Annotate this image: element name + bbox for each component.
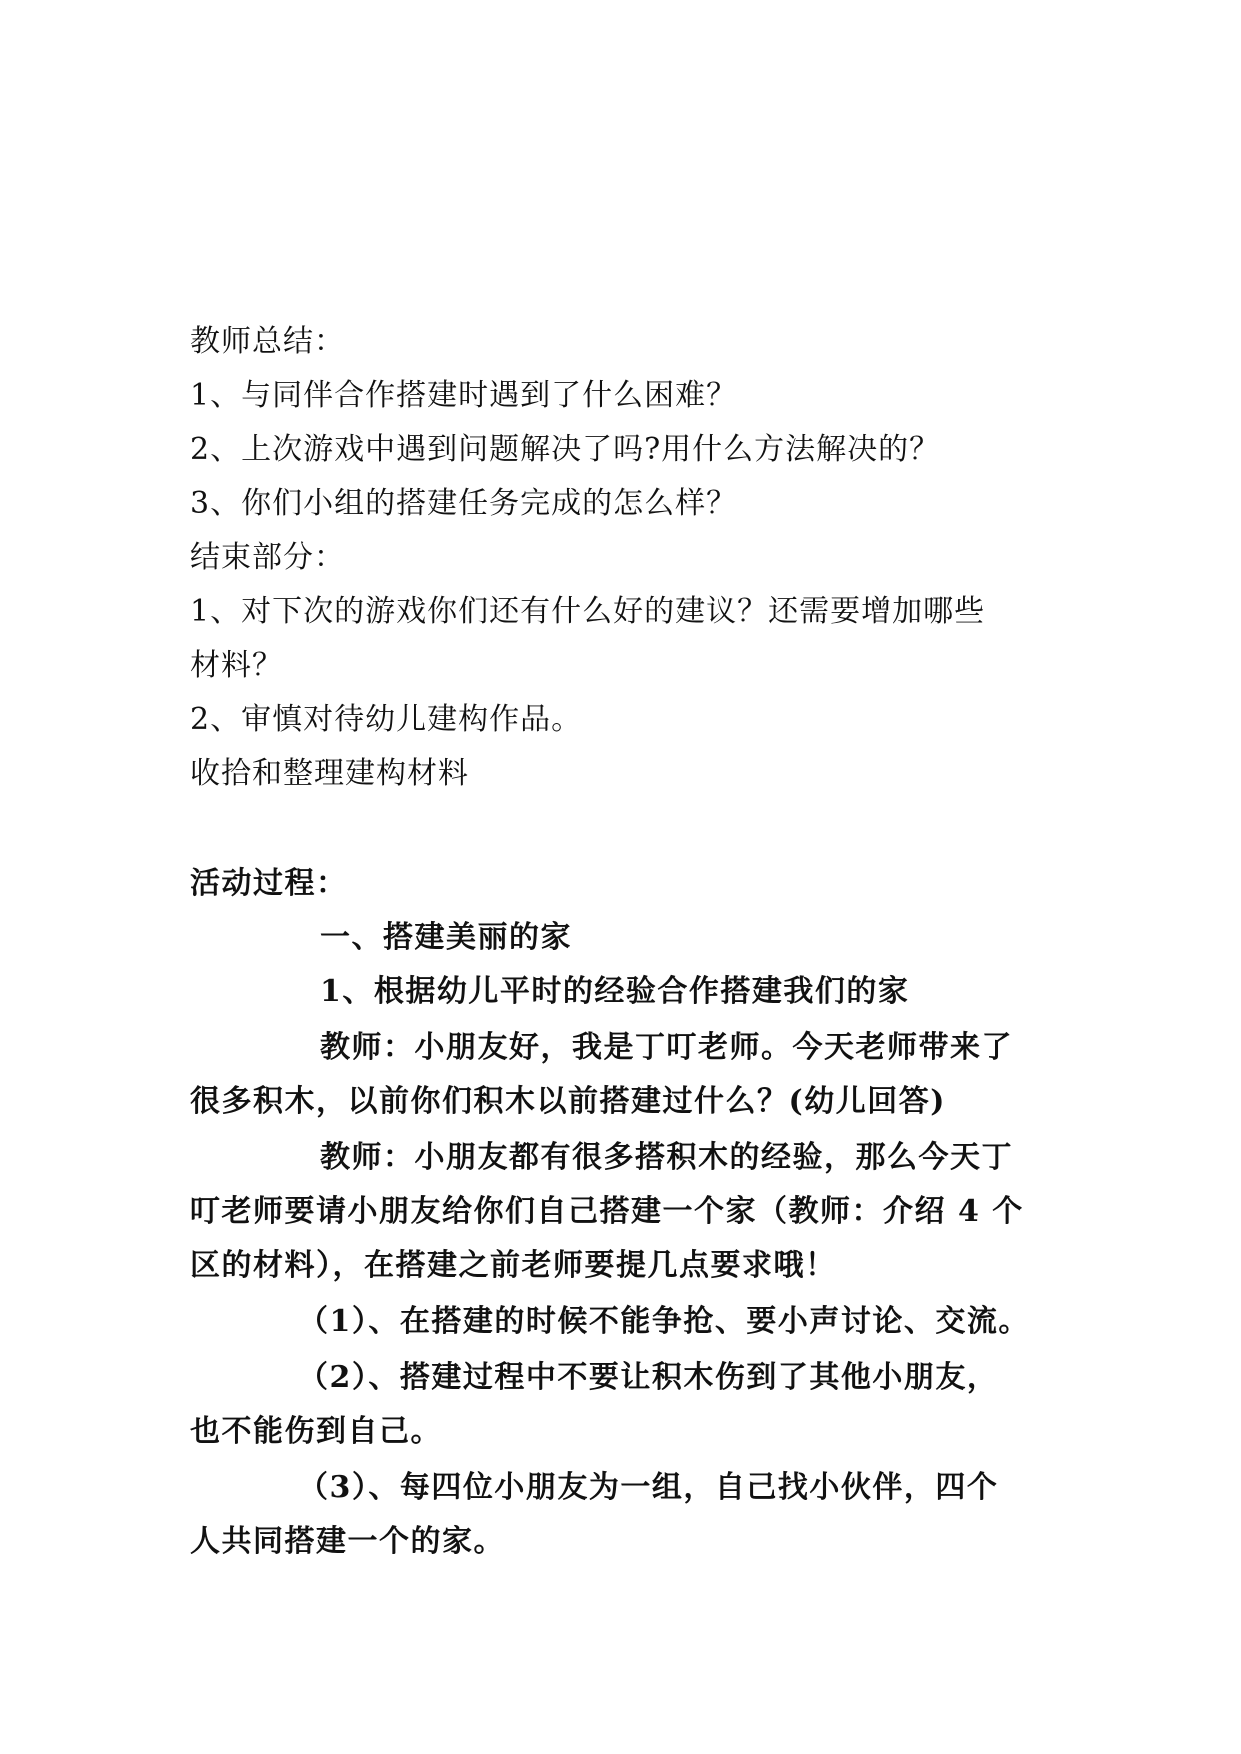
summary-heading: 教师总结： — [190, 324, 345, 359]
summary-question-3: 3、你们小组的搭建任务完成的怎么样？ — [190, 486, 738, 521]
process-rule-3-line-1: （3）、每四位小朋友为一组，自己找小伙伴，四个 — [298, 1470, 999, 1505]
process-paragraph-1-line-2: 很多积木，以前你们积木以前搭建过什么？(幼儿回答) — [190, 1084, 946, 1119]
process-rule-2-line-1: （2）、搭建过程中不要让积木伤到了其他小朋友， — [298, 1360, 999, 1395]
ending-heading: 结束部分： — [190, 540, 345, 575]
process-paragraph-2-line-1: 教师：小朋友都有很多搭积木的经验，那么今天丁 — [320, 1140, 1013, 1175]
ending-item-1-line-2: 材料？ — [190, 648, 283, 683]
process-paragraph-1-line-1: 教师：小朋友好，我是丁叮老师。今天老师带来了 — [320, 1030, 1013, 1065]
process-rule-3-line-2: 人共同搭建一个的家。 — [190, 1524, 505, 1559]
summary-question-2: 2、上次游戏中遇到问题解决了吗?用什么方法解决的？ — [190, 432, 941, 467]
process-rule-1: （1）、在搭建的时候不能争抢、要小声讨论、交流。 — [298, 1304, 1030, 1339]
process-section-1: 一、搭建美丽的家 — [320, 920, 572, 955]
process-paragraph-2-line-3: 区的材料），在搭建之前老师要提几点要求哦！ — [190, 1248, 837, 1283]
ending-item-1-line-1: 1、对下次的游戏你们还有什么好的建议？还需要增加哪些 — [190, 594, 986, 629]
ending-item-2: 2、审慎对待幼儿建构作品。 — [190, 702, 583, 737]
process-step-1: 1、根据幼儿平时的经验合作搭建我们的家 — [320, 974, 910, 1009]
process-rule-2-line-2: 也不能伤到自己。 — [190, 1414, 442, 1449]
process-paragraph-2-line-2: 叮老师要请小朋友给你们自己搭建一个家（教师：介绍 4 个 — [190, 1194, 1024, 1229]
process-heading: 活动过程： — [190, 866, 348, 901]
summary-question-1: 1、与同伴合作搭建时遇到了什么困难？ — [190, 378, 738, 413]
ending-cleanup: 收拾和整理建构材料 — [190, 756, 469, 791]
